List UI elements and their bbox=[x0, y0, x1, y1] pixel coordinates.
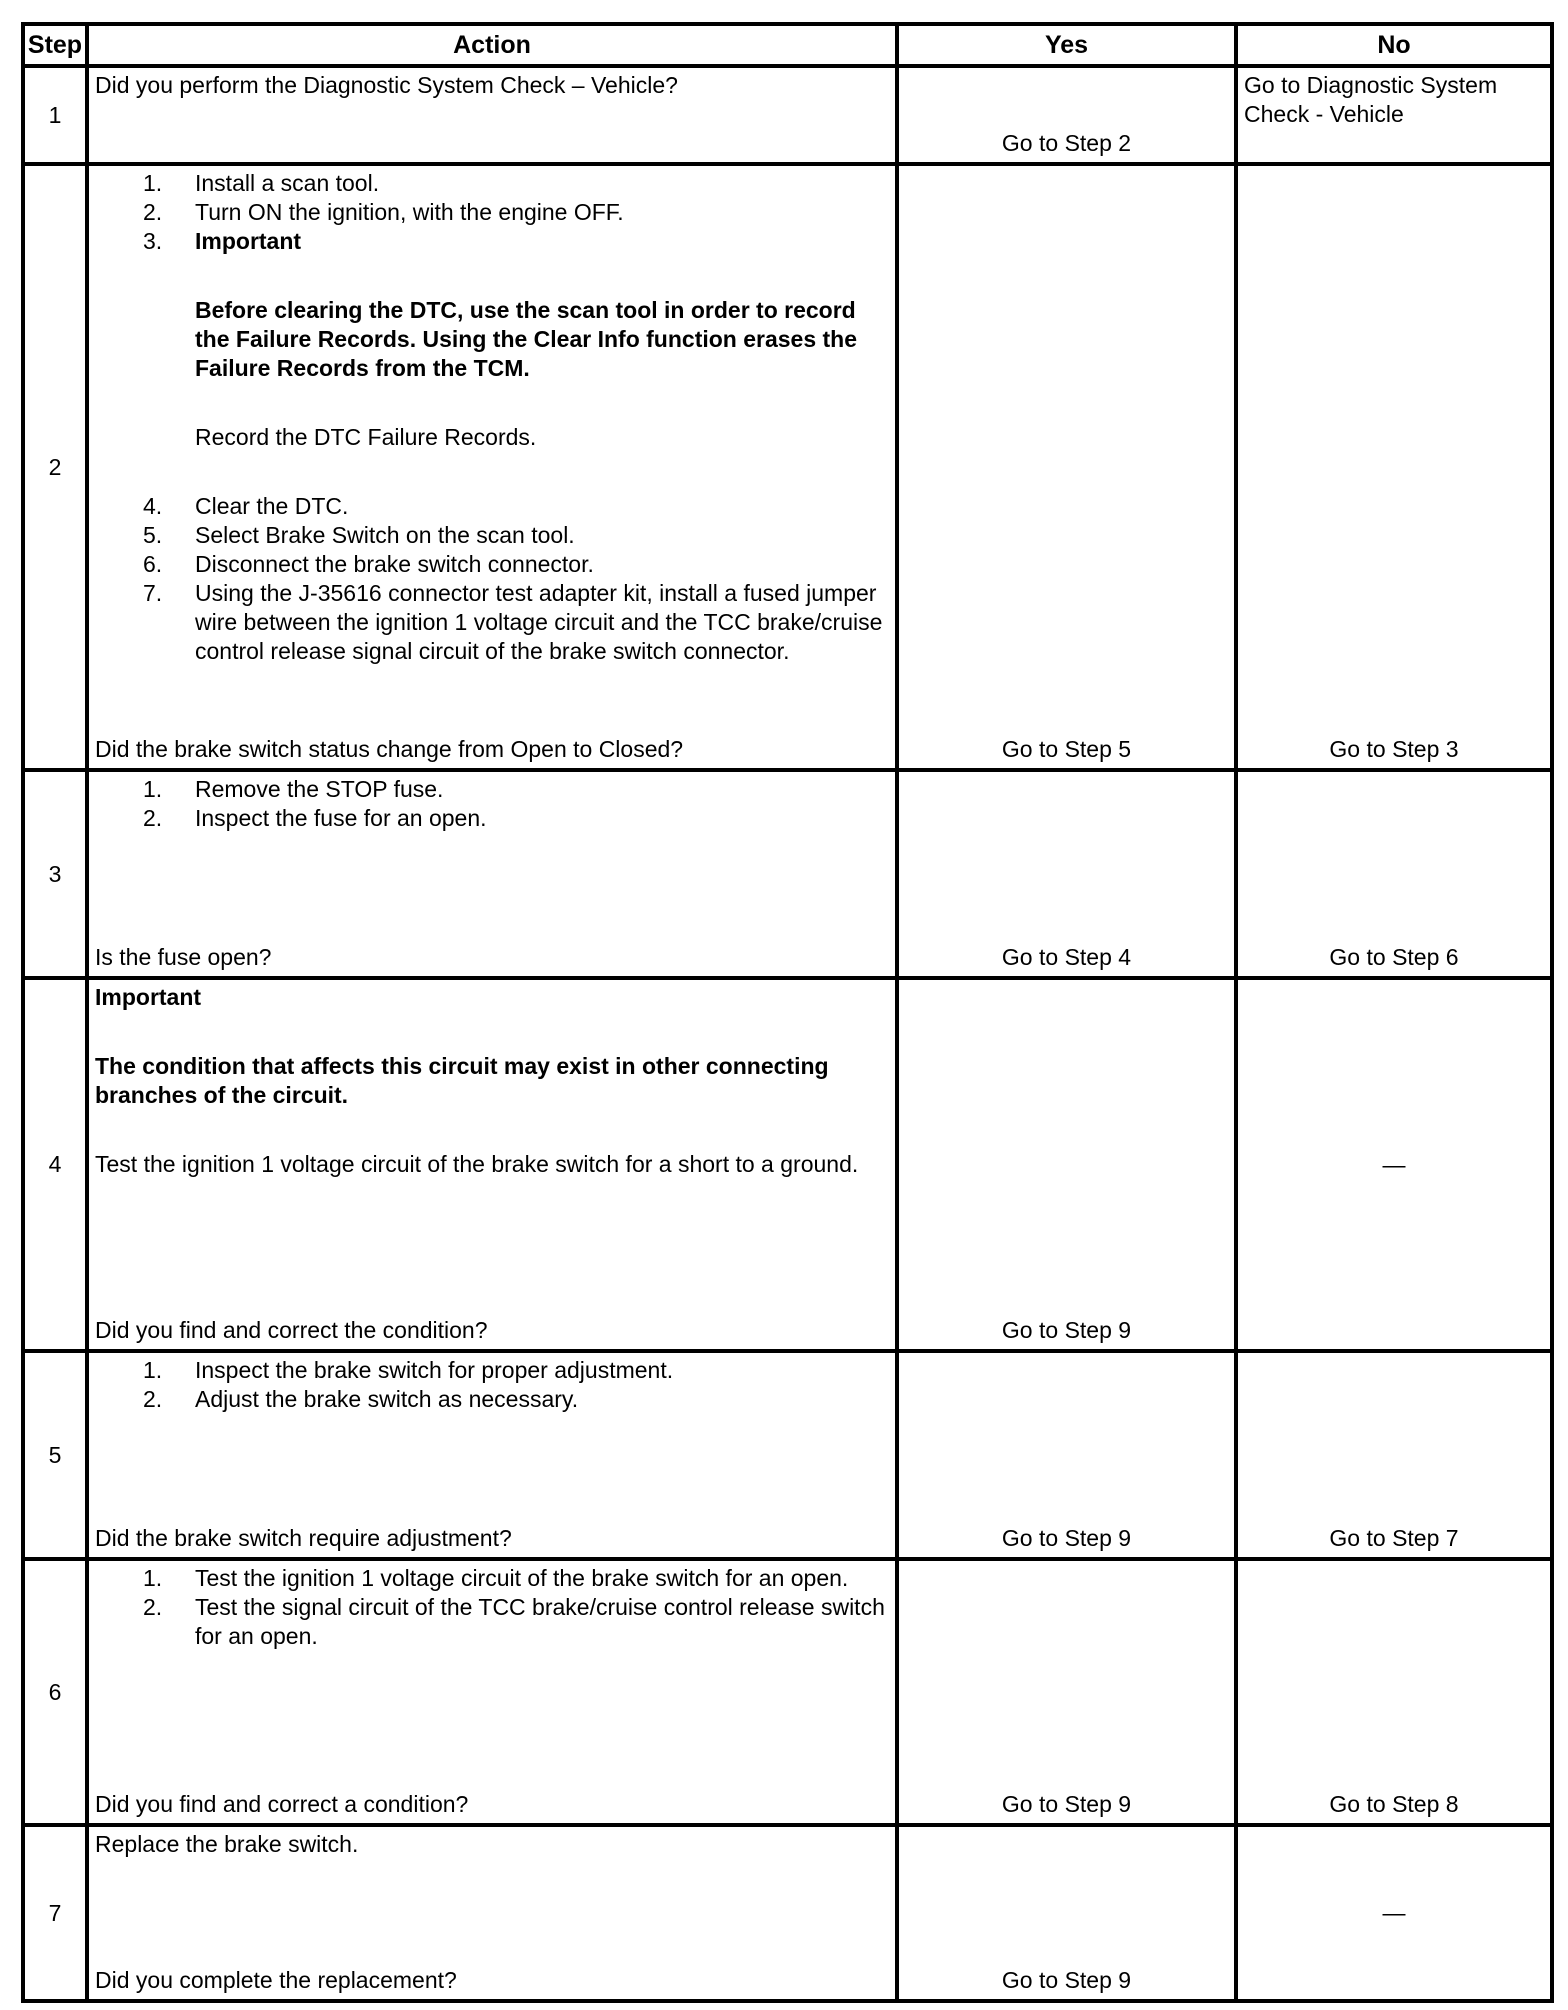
list-item: 6. Disconnect the brake switch connector. bbox=[143, 551, 594, 577]
list-item: 2. Inspect the fuse for an open. bbox=[143, 805, 487, 831]
table-row-step-2 bbox=[23, 164, 1552, 770]
important-title: Important bbox=[95, 984, 202, 1010]
header-action: Action bbox=[87, 24, 897, 66]
list-item: 7. Using the J-35616 connector test adapter kit, install a fused jumper wire between the ignition 1 voltage circuit and the TCC brake/cruise control release signal circuit of the brake switch connector. bbox=[143, 580, 883, 664]
no-link[interactable]: Go to Step 3 bbox=[1329, 736, 1459, 762]
action-question: Did you find and correct the condition? bbox=[95, 1317, 488, 1343]
action-step-list bbox=[95, 775, 889, 833]
header-yes: Yes bbox=[897, 24, 1236, 66]
yes-link[interactable]: Go to Step 2 bbox=[1001, 130, 1132, 156]
test-instruction: Test the ignition 1 voltage circuit of the brake switch for a short to a ground. bbox=[95, 1151, 859, 1177]
yes-link[interactable]: Go to Step 5 bbox=[1001, 736, 1132, 762]
table-row-step-4 bbox=[23, 978, 1552, 1351]
no-cell bbox=[1236, 1825, 1552, 2001]
action-question: Did the brake switch status change from Open to Closed? bbox=[95, 736, 684, 762]
no-link[interactable]: Go to Step 6 bbox=[1329, 944, 1459, 970]
yes-link[interactable]: Go to Step 9 bbox=[1001, 1317, 1132, 1343]
action-cell bbox=[87, 1825, 897, 2001]
important-note: Before clearing the DTC, use the scan tool in order to record the Failure Records. Using the Clear Info function erases the Failure Records from the TCM. bbox=[195, 297, 858, 381]
record-instruction: Record the DTC Failure Records. bbox=[195, 424, 537, 450]
step-number: 3 bbox=[23, 770, 87, 978]
list-item: 4. Clear the DTC. bbox=[143, 493, 349, 519]
no-cell bbox=[1236, 978, 1552, 1351]
no-dash: — bbox=[1382, 1151, 1406, 1177]
yes-link[interactable]: Go to Step 4 bbox=[1001, 944, 1132, 970]
yes-cell bbox=[897, 164, 1236, 770]
header-step: Step bbox=[23, 24, 87, 66]
list-item: 1. Test the ignition 1 voltage circuit of the brake switch for an open. bbox=[143, 1565, 849, 1591]
table-row-step-1 bbox=[23, 66, 1552, 164]
important-note: The condition that affects this circuit may exist in other connecting branches of the circuit. bbox=[95, 1053, 829, 1108]
list-item: 1. Remove the STOP fuse. bbox=[143, 776, 444, 802]
header-row bbox=[23, 24, 1552, 66]
no-link[interactable]: Go to Step 8 bbox=[1329, 1791, 1459, 1817]
header-no: No bbox=[1236, 24, 1552, 66]
list-item: 5. Select Brake Switch on the scan tool. bbox=[143, 522, 575, 548]
action-cell bbox=[87, 164, 897, 770]
no-link[interactable]: Go to Step 7 bbox=[1329, 1525, 1459, 1551]
yes-link[interactable]: Go to Step 9 bbox=[1001, 1967, 1132, 1993]
step-number: 7 bbox=[23, 1825, 87, 2001]
action-cell bbox=[87, 66, 897, 164]
table-row-step-6 bbox=[23, 1559, 1552, 1825]
no-cell bbox=[1236, 1559, 1552, 1825]
action-question: Did you find and correct a condition? bbox=[95, 1791, 469, 1817]
action-instruction: Replace the brake switch. bbox=[95, 1831, 359, 1857]
table-row-step-3 bbox=[23, 770, 1552, 978]
list-item: 2. Adjust the brake switch as necessary. bbox=[143, 1386, 579, 1412]
list-item: 1. Inspect the brake switch for proper adjustment. bbox=[143, 1357, 674, 1383]
step-number: 1 bbox=[23, 66, 87, 164]
action-question: Did you complete the replacement? bbox=[95, 1967, 457, 1993]
list-item: 2. Turn ON the ignition, with the engine OFF. bbox=[143, 199, 624, 225]
action-cell bbox=[87, 1351, 897, 1559]
action-step-list bbox=[95, 1564, 889, 1651]
no-cell bbox=[1236, 164, 1552, 770]
action-cell bbox=[87, 770, 897, 978]
no-cell bbox=[1236, 66, 1552, 164]
table-row-step-5 bbox=[23, 1351, 1552, 1559]
action-cell bbox=[87, 1559, 897, 1825]
action-question: Did you perform the Diagnostic System Check – Vehicle? bbox=[95, 72, 678, 98]
action-question: Is the fuse open? bbox=[95, 944, 272, 970]
table-row-step-7 bbox=[23, 1825, 1552, 2001]
yes-cell bbox=[897, 66, 1236, 164]
action-step-list bbox=[95, 1356, 889, 1414]
action-question: Did the brake switch require adjustment? bbox=[95, 1525, 512, 1551]
step-number: 5 bbox=[23, 1351, 87, 1559]
no-link[interactable]: Go to Diagnostic System Check - Vehicle bbox=[1244, 72, 1498, 127]
yes-link[interactable]: Go to Step 9 bbox=[1001, 1791, 1132, 1817]
yes-cell bbox=[897, 1559, 1236, 1825]
yes-link[interactable]: Go to Step 9 bbox=[1001, 1525, 1132, 1551]
yes-cell bbox=[897, 1825, 1236, 2001]
no-dash: — bbox=[1382, 1899, 1406, 1926]
no-cell bbox=[1236, 1351, 1552, 1559]
yes-cell bbox=[897, 978, 1236, 1351]
step-number: 6 bbox=[23, 1559, 87, 1825]
step-number: 2 bbox=[23, 164, 87, 770]
action-cell bbox=[87, 978, 897, 1351]
yes-cell bbox=[897, 770, 1236, 978]
no-cell bbox=[1236, 770, 1552, 978]
list-item: 1. Install a scan tool. bbox=[143, 170, 380, 196]
list-item: 3. Important bbox=[143, 228, 302, 254]
action-step-list bbox=[95, 169, 889, 256]
action-step-list-continued bbox=[95, 492, 889, 666]
diagnostic-table bbox=[21, 22, 1554, 2003]
list-item: 2. Test the signal circuit of the TCC brake/cruise control release switch for an open. bbox=[143, 1594, 885, 1649]
step-number: 4 bbox=[23, 978, 87, 1351]
yes-cell bbox=[897, 1351, 1236, 1559]
diagnostic-table-sheet bbox=[21, 22, 1550, 1993]
